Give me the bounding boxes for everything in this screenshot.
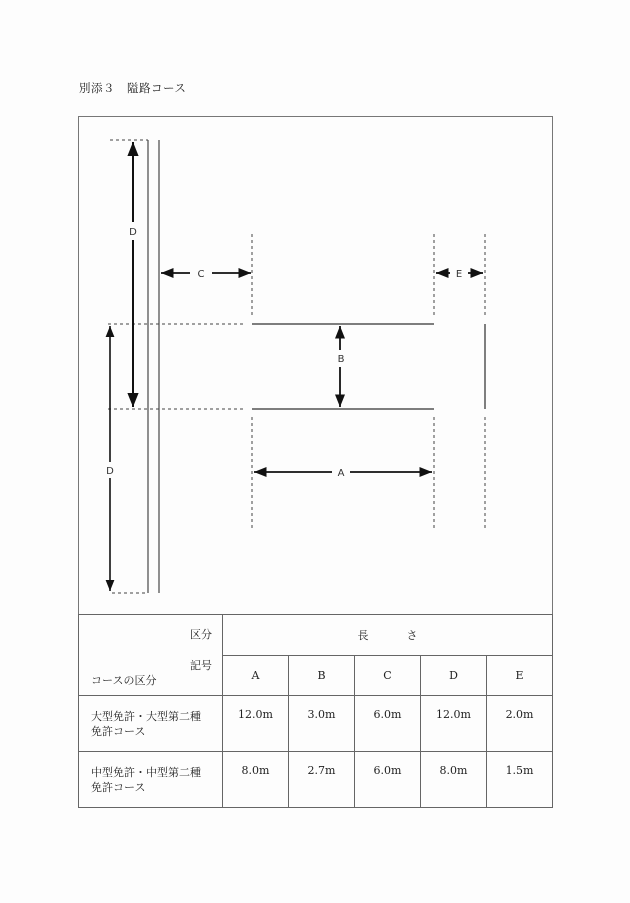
header-corner-cell (79, 615, 223, 696)
left-road-edges (148, 140, 159, 593)
cell-a: 8.0m (223, 752, 289, 808)
label-e: E (455, 269, 463, 280)
table-row (79, 752, 553, 808)
row-label: 中型免許・中型第二種 免許コース (79, 752, 223, 808)
dimension-b (338, 326, 345, 407)
header-kigo: 記号 (190, 659, 212, 672)
dimension-e (436, 269, 483, 280)
table-row (79, 696, 553, 752)
cell-d: 8.0m (421, 752, 487, 808)
label-c: C (197, 269, 205, 280)
column-header-a: A (223, 656, 289, 696)
d-extension-lines (108, 140, 246, 593)
label-b: B (337, 354, 345, 365)
header-nagasa: 長 さ (223, 615, 553, 656)
dimension-d-upper (129, 142, 137, 407)
dimension-d-lower (106, 326, 114, 591)
dimension-a (254, 468, 432, 479)
label-d-upper: D (129, 227, 137, 238)
cell-b: 3.0m (289, 696, 355, 752)
cell-d: 12.0m (421, 696, 487, 752)
cell-e: 1.5m (487, 752, 553, 808)
cell-c: 6.0m (355, 696, 421, 752)
label-a: A (337, 468, 345, 479)
dimension-table (78, 614, 553, 808)
page-title: 別添３ 隘路コース (79, 81, 187, 95)
column-header-b: B (289, 656, 355, 696)
cell-a: 12.0m (223, 696, 289, 752)
column-header-e: E (487, 656, 553, 696)
cell-b: 2.7m (289, 752, 355, 808)
passage-edges (252, 324, 485, 409)
row-label: 大型免許・大型第二種 免許コース (79, 696, 223, 752)
label-d-lower: D (106, 466, 114, 477)
a-guide-lines (252, 234, 485, 528)
dimension-c (161, 269, 251, 280)
header-kubun: 区分 (190, 628, 212, 641)
header-course-kubun: コースの区分 (91, 674, 157, 687)
cell-c: 6.0m (355, 752, 421, 808)
cell-e: 2.0m (487, 696, 553, 752)
column-header-d: D (421, 656, 487, 696)
column-header-c: C (355, 656, 421, 696)
